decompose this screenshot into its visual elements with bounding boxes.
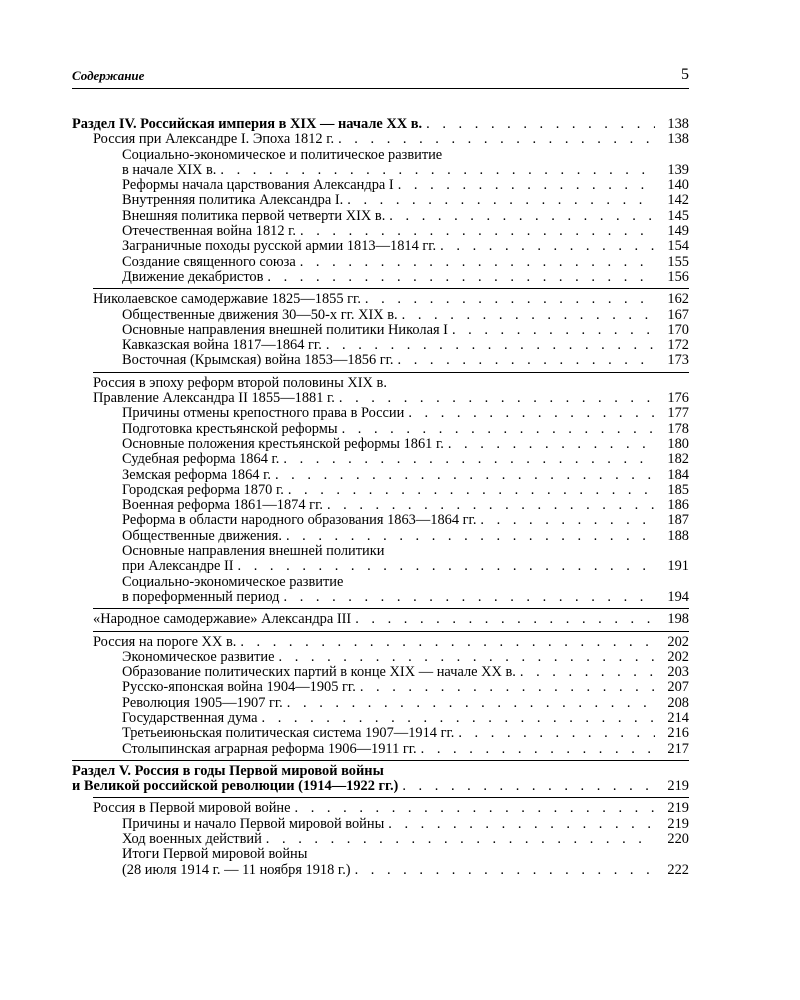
toc-entry-line bbox=[72, 376, 689, 391]
toc-entry-line bbox=[72, 575, 689, 590]
toc-entry[interactable] bbox=[72, 590, 689, 605]
toc-entry-text: (28 июля 1914 г. — 11 ноября 1918 г.) bbox=[122, 861, 351, 878]
toc-entry-text: Россия в эпоху реформ второй половины XIX в. bbox=[93, 374, 387, 391]
toc-entry-text: Внутренняя политика Александра I. bbox=[122, 192, 344, 209]
dot-leader bbox=[338, 422, 655, 437]
toc-page-number: 140 bbox=[667, 177, 689, 194]
toc-entry-text: Ход военных действий bbox=[122, 831, 262, 848]
dot-leader bbox=[398, 779, 655, 794]
toc-entry-text: Правление Александра II 1855—1881 г. bbox=[93, 390, 335, 407]
dot-leader bbox=[356, 680, 655, 695]
toc-entry-line bbox=[72, 544, 689, 559]
running-head bbox=[72, 66, 689, 86]
toc-entry[interactable] bbox=[72, 680, 689, 695]
dot-leader bbox=[284, 483, 655, 498]
dot-leader bbox=[516, 665, 655, 680]
toc-separator bbox=[93, 608, 689, 609]
dot-leader bbox=[262, 832, 655, 847]
toc-entry-text: Основные направления внешней политики bbox=[122, 543, 385, 560]
toc-entry[interactable] bbox=[72, 224, 689, 239]
toc-page-number: 162 bbox=[667, 291, 689, 308]
dot-leader bbox=[258, 711, 655, 726]
toc-page-number: 220 bbox=[667, 831, 689, 848]
dot-leader bbox=[361, 292, 655, 307]
dot-leader bbox=[384, 817, 655, 832]
toc-entry[interactable] bbox=[72, 178, 689, 193]
page-number: 5 bbox=[681, 66, 689, 83]
toc-page-number: 217 bbox=[667, 740, 689, 757]
dot-leader bbox=[436, 239, 655, 254]
toc-page-number: 139 bbox=[667, 161, 689, 178]
toc-page-number: 194 bbox=[667, 588, 689, 605]
toc-entry[interactable] bbox=[72, 452, 689, 467]
toc-entry[interactable] bbox=[72, 193, 689, 208]
toc-entry-text: Военная реформа 1861—1874 гг. bbox=[122, 497, 323, 514]
toc-entry[interactable] bbox=[72, 779, 689, 794]
toc-entry-text: при Александре II bbox=[122, 558, 234, 575]
toc-page-number: 167 bbox=[667, 306, 689, 323]
toc-entry-text: Кавказская война 1817—1864 гг. bbox=[122, 337, 322, 354]
toc-entry[interactable] bbox=[72, 353, 689, 368]
toc-separator bbox=[93, 631, 689, 632]
toc-entry[interactable] bbox=[72, 406, 689, 421]
dot-leader bbox=[296, 224, 655, 239]
dot-leader bbox=[283, 696, 655, 711]
toc-page-number: 216 bbox=[667, 725, 689, 742]
toc-entry[interactable] bbox=[72, 468, 689, 483]
toc-page-number: 184 bbox=[667, 466, 689, 483]
toc-entry-text: Россия на пороге XX в. bbox=[93, 633, 237, 650]
toc-separator bbox=[93, 372, 689, 373]
dot-leader bbox=[275, 650, 655, 665]
toc-entry-text: Причины отмены крепостного права в России bbox=[122, 405, 405, 422]
toc-entry[interactable] bbox=[72, 665, 689, 680]
toc-entry-text: Движение декабристов bbox=[122, 268, 264, 285]
toc-entry[interactable] bbox=[72, 801, 689, 816]
toc-entry-text: Экономическое развитие bbox=[122, 648, 275, 665]
toc-entry-text: Государственная дума bbox=[122, 709, 258, 726]
toc-entry[interactable] bbox=[72, 635, 689, 650]
toc-entry-line bbox=[72, 148, 689, 163]
dot-leader bbox=[385, 209, 655, 224]
dot-leader bbox=[216, 163, 655, 178]
toc-page-number: 219 bbox=[667, 815, 689, 832]
dot-leader bbox=[282, 529, 655, 544]
toc-entry[interactable] bbox=[72, 308, 689, 323]
dot-leader bbox=[394, 353, 655, 368]
toc-page-number: 176 bbox=[667, 390, 689, 407]
dot-leader bbox=[351, 863, 655, 878]
toc-entry-text: Заграничные походы русской армии 1813—1814 гг. bbox=[122, 238, 437, 255]
dot-leader bbox=[417, 742, 655, 757]
dot-leader bbox=[422, 117, 655, 132]
toc-entry-text: Городская реформа 1870 г. bbox=[122, 481, 284, 498]
toc-entry[interactable] bbox=[72, 270, 689, 285]
dot-leader bbox=[322, 338, 655, 353]
toc-page-number: 198 bbox=[667, 611, 689, 628]
toc-entry[interactable] bbox=[72, 612, 689, 627]
toc-entry[interactable] bbox=[72, 239, 689, 254]
toc-page-number: 219 bbox=[667, 778, 689, 795]
toc-entry-text: Восточная (Крымская) война 1853—1856 гг. bbox=[122, 352, 394, 369]
toc-separator bbox=[72, 760, 689, 761]
toc-entry-line bbox=[72, 764, 689, 779]
dot-leader bbox=[351, 612, 655, 627]
toc-entry[interactable] bbox=[72, 513, 689, 528]
toc-page-number: 156 bbox=[667, 268, 689, 285]
dot-leader bbox=[398, 308, 655, 323]
toc-entry-text: Причины и начало Первой мировой войны bbox=[122, 815, 385, 832]
toc-page-number: 202 bbox=[667, 633, 689, 650]
toc-entry[interactable] bbox=[72, 338, 689, 353]
toc-entry-text: Создание священного союза bbox=[122, 253, 296, 270]
toc-separator bbox=[93, 288, 689, 289]
toc-page-number: 154 bbox=[667, 238, 689, 255]
dot-leader bbox=[394, 178, 655, 193]
toc-entry[interactable] bbox=[72, 323, 689, 338]
toc-page-number: 191 bbox=[667, 558, 689, 575]
dot-leader bbox=[263, 270, 655, 285]
toc-page-number: 222 bbox=[667, 861, 689, 878]
table-of-contents bbox=[72, 117, 689, 878]
toc-entry-text: Социально-экономическое и политическое развитие bbox=[122, 146, 443, 163]
dot-leader bbox=[271, 468, 655, 483]
toc-page-number: 178 bbox=[667, 420, 689, 437]
toc-page-number: 149 bbox=[667, 223, 689, 240]
dot-leader bbox=[444, 437, 655, 452]
toc-entry-text: Подготовка крестьянской реформы bbox=[122, 420, 338, 437]
toc-entry[interactable] bbox=[72, 817, 689, 832]
toc-entry-text: «Народное самодержавие» Александра III bbox=[93, 611, 352, 628]
toc-entry-text: Земская реформа 1864 г. bbox=[122, 466, 271, 483]
toc-entry-text: Основные направления внешней политики Николая I bbox=[122, 321, 448, 338]
dot-leader bbox=[476, 513, 655, 528]
toc-entry[interactable] bbox=[72, 391, 689, 406]
toc-entry-text: Раздел V. Россия в годы Первой мировой войны bbox=[72, 762, 384, 779]
toc-entry[interactable] bbox=[72, 117, 689, 132]
toc-page-number: 172 bbox=[667, 337, 689, 354]
toc-entry[interactable] bbox=[72, 209, 689, 224]
toc-entry[interactable] bbox=[72, 832, 689, 847]
toc-entry[interactable] bbox=[72, 437, 689, 452]
toc-page-number: 180 bbox=[667, 435, 689, 452]
dot-leader bbox=[343, 193, 655, 208]
toc-page-number: 202 bbox=[667, 648, 689, 665]
toc-entry-text: Итоги Первой мировой войны bbox=[122, 846, 308, 863]
dot-leader bbox=[335, 391, 655, 406]
toc-entry[interactable] bbox=[72, 483, 689, 498]
toc-entry-text: Третьеиюньская политическая система 1907—1914 гг. bbox=[122, 725, 455, 742]
toc-entry-text: Раздел IV. Российская империя в XIX — начале XX в. bbox=[72, 116, 423, 132]
toc-page-number: 208 bbox=[667, 694, 689, 711]
dot-leader bbox=[236, 635, 655, 650]
toc-page-number: 187 bbox=[667, 512, 689, 529]
toc-entry-text: Россия в Первой мировой войне bbox=[93, 800, 291, 817]
toc-entry-text: Революция 1905—1907 гг. bbox=[122, 694, 283, 711]
toc-entry[interactable] bbox=[72, 132, 689, 147]
dot-leader bbox=[334, 132, 655, 147]
dot-leader bbox=[279, 452, 655, 467]
toc-page-number: 185 bbox=[667, 481, 689, 498]
toc-separator bbox=[93, 797, 689, 798]
toc-entry[interactable] bbox=[72, 422, 689, 437]
dot-leader bbox=[404, 406, 655, 421]
toc-entry-text: Николаевское самодержавие 1825—1855 гг. bbox=[93, 291, 361, 308]
toc-entry[interactable] bbox=[72, 742, 689, 757]
running-head-title: Содержание bbox=[72, 68, 145, 83]
toc-entry-text: Реформа в области народного образования 1863—1864 гг. bbox=[122, 512, 477, 529]
toc-page-number: 214 bbox=[667, 709, 689, 726]
toc-entry[interactable] bbox=[72, 255, 689, 270]
toc-entry[interactable] bbox=[72, 650, 689, 665]
toc-entry-text: Отечественная война 1812 г. bbox=[122, 223, 297, 240]
toc-entry-text: Россия при Александре I. Эпоха 1812 г. bbox=[93, 131, 335, 148]
toc-page-number: 188 bbox=[667, 527, 689, 544]
toc-entry[interactable] bbox=[72, 529, 689, 544]
toc-page-number: 138 bbox=[667, 116, 689, 132]
header-rule bbox=[72, 88, 689, 89]
toc-page-number: 155 bbox=[667, 253, 689, 270]
toc-page-number: 219 bbox=[667, 800, 689, 817]
toc-entry[interactable] bbox=[72, 711, 689, 726]
toc-entry-text: Судебная реформа 1864 г. bbox=[122, 451, 280, 468]
dot-leader bbox=[323, 498, 655, 513]
toc-entry-text: в пореформенный период bbox=[122, 588, 280, 605]
toc-page-number: 207 bbox=[667, 679, 689, 696]
dot-leader bbox=[448, 323, 655, 338]
toc-page-number: 173 bbox=[667, 352, 689, 369]
toc-entry[interactable] bbox=[72, 863, 689, 878]
dot-leader bbox=[296, 255, 655, 270]
toc-entry-text: Реформы начала царствования Александра I bbox=[122, 177, 394, 194]
toc-entry-line bbox=[72, 847, 689, 862]
toc-page-number: 138 bbox=[667, 131, 689, 148]
toc-entry-text: Русско-японская война 1904—1905 гг. bbox=[122, 679, 356, 696]
toc-entry[interactable] bbox=[72, 726, 689, 741]
dot-leader bbox=[234, 559, 655, 574]
toc-entry-text: Общественные движения 30—50-х гг. XIX в. bbox=[122, 306, 398, 323]
toc-entry-text: Образование политических партий в конце XIX — начале XX в. bbox=[122, 664, 516, 681]
toc-page-number: 170 bbox=[667, 321, 689, 338]
toc-entry[interactable] bbox=[72, 696, 689, 711]
toc-entry[interactable] bbox=[72, 559, 689, 574]
toc-entry-text: в начале XIX в. bbox=[122, 161, 217, 178]
toc-page-number: 186 bbox=[667, 497, 689, 514]
toc-entry[interactable] bbox=[72, 163, 689, 178]
toc-entry-text: Внешняя политика первой четверти XIX в. bbox=[122, 207, 386, 224]
dot-leader bbox=[454, 726, 655, 741]
dot-leader bbox=[291, 801, 655, 816]
toc-entry[interactable] bbox=[72, 498, 689, 513]
toc-page-number: 142 bbox=[667, 192, 689, 209]
dot-leader bbox=[280, 590, 656, 605]
toc-entry-text: Общественные движения. bbox=[122, 527, 282, 544]
toc-entry-text: Столыпинская аграрная реформа 1906—1911 гг. bbox=[122, 740, 417, 757]
toc-page-number: 203 bbox=[667, 664, 689, 681]
toc-page-number: 182 bbox=[667, 451, 689, 468]
toc-page-number: 177 bbox=[667, 405, 689, 422]
toc-entry-text: Основные положения крестьянской реформы 1861 г. bbox=[122, 435, 444, 452]
toc-entry-text: Социально-экономическое развитие bbox=[122, 573, 344, 590]
toc-entry-text: и Великой российской революции (1914—1922 гг.) bbox=[72, 778, 399, 795]
toc-page-number: 145 bbox=[667, 207, 689, 224]
toc-entry[interactable] bbox=[72, 292, 689, 307]
